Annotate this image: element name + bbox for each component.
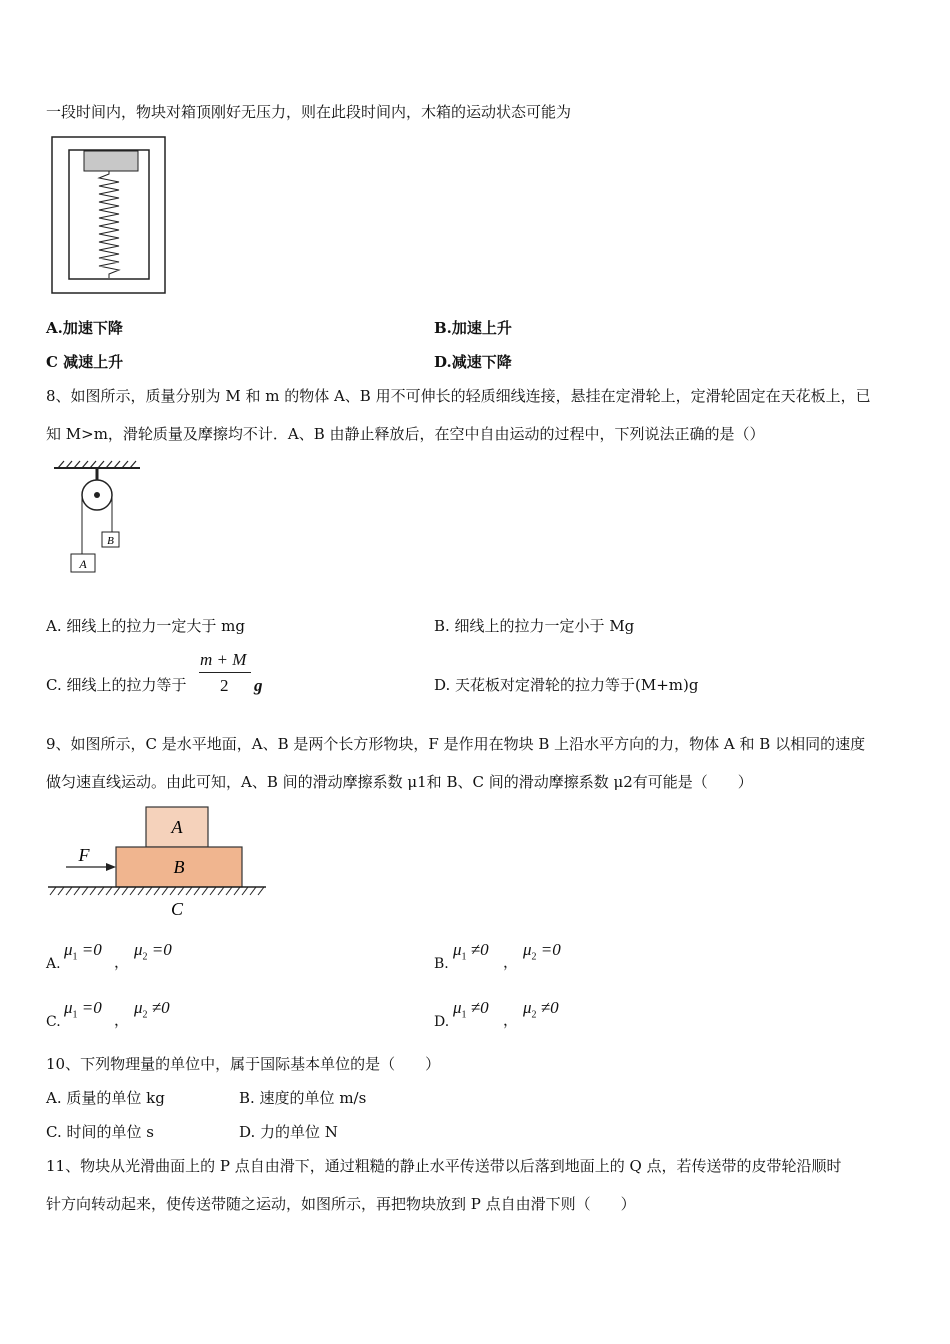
mu2-value: ≠0 — [540, 998, 559, 1017]
q8-option-d: D. 天花板对定滑轮的拉力等于(M+m)g — [434, 676, 699, 694]
q9-option-c-letter: C. — [46, 1014, 61, 1030]
comma: ， — [503, 953, 519, 971]
q8-fraction-numerator: m + M — [200, 650, 247, 669]
q9-option-a-mu2: $\mu_2 =0$ — [134, 940, 172, 963]
q8-stem-line1: 8、如图所示，质量分别为 M 和 m 的物体 A、B 用不可伸长的轻质细线连接，悬挂在定滑轮上，定滑轮固定在天花板上，已 — [46, 387, 871, 405]
mu2-value: ≠0 — [151, 998, 170, 1017]
mu1-value: ≠0 — [470, 940, 489, 959]
block-b-label: B — [173, 857, 185, 877]
pulley-figure — [52, 460, 144, 578]
q9-option-d-mu2: $\mu_2 \ne 0$ — [523, 998, 559, 1021]
mu1-value: ≠0 — [470, 998, 489, 1017]
q10-option-a: A. 质量的单位 kg — [46, 1089, 165, 1107]
q9-option-c-mu1: $\mu_1 =0$ — [64, 998, 102, 1021]
q9-option-d-mu1: $\mu_1 \ne 0$ — [453, 998, 489, 1021]
q10-option-c: C. 时间的单位 s — [46, 1123, 154, 1141]
q10-option-d: D. 力的单位 N — [239, 1123, 338, 1141]
q9-option-d-letter: D. — [434, 1014, 450, 1030]
comma: ， — [114, 1011, 130, 1029]
q7-option-c: C 减速上升 — [46, 353, 124, 371]
q8-option-c-prefix: C. 细线上的拉力等于 — [46, 676, 187, 694]
q8-option-c-suffix: g — [254, 676, 263, 695]
comma: ， — [114, 953, 130, 971]
q8-stem-line2: 知 M>m，滑轮质量及摩擦均不计．A、B 由静止释放后，在空中自由运动的过程中，下列说法正确的是（） — [46, 425, 765, 443]
block-a-label: A — [171, 817, 183, 837]
question-continuation: 一段时间内，物块对箱顶刚好无压力，则在此段时间内，木箱的运动状态可能为 — [46, 103, 572, 121]
q10-option-b: B. 速度的单位 m/s — [239, 1089, 367, 1107]
q11-stem-line2: 针方向转动起来，使传送带随之运动，如图所示，再把物块放到 P 点自由滑下则（ ） — [46, 1195, 636, 1213]
block-a-label: A — [79, 557, 87, 571]
block-b-label: B — [107, 535, 114, 547]
ground-label: C — [170, 899, 184, 919]
q8-option-a: A. 细线上的拉力一定大于 mg — [46, 617, 245, 635]
q7-option-d: D.减速下降 — [434, 353, 512, 371]
q9-option-b-letter: B. — [434, 956, 449, 972]
comma: ， — [503, 1011, 519, 1029]
q11-stem-line1: 11、物块从光滑曲面上的 P 点自由滑下，通过粗糙的静止水平传送带以后落到地面上的 Q 点，若传送带的皮带轮沿顺时 — [46, 1157, 842, 1175]
mu1-value: =0 — [81, 940, 102, 959]
mu2-value: =0 — [540, 940, 561, 959]
q7-option-b: B.加速上升 — [434, 319, 512, 337]
box-spring-figure — [51, 136, 167, 296]
q9-option-c-mu2: $\mu_2 \ne 0$ — [134, 998, 170, 1021]
mu2-value: =0 — [151, 940, 172, 959]
q9-option-b-mu1: $\mu_1 \ne 0$ — [453, 940, 489, 963]
q7-option-a: A.加速下降 — [46, 319, 123, 337]
force-label: F — [78, 845, 90, 865]
q9-option-b-mu2: $\mu_2 =0$ — [523, 940, 561, 963]
fraction-bar — [199, 672, 251, 673]
q9-option-a-mu1: $\mu_1 =0$ — [64, 940, 102, 963]
q8-fraction-denominator: 2 — [220, 676, 229, 695]
q9-stem-line1: 9、如图所示，C 是水平地面，A、B 是两个长方形物块，F 是作用在物块 B 上沿水平方向的力，物体 A 和 B 以相同的速度 — [46, 735, 866, 753]
q8-option-b: B. 细线上的拉力一定小于 Mg — [434, 617, 635, 635]
mu1-value: =0 — [81, 998, 102, 1017]
blocks-figure — [46, 805, 268, 921]
q10-stem: 10、下列物理量的单位中，属于国际基本单位的是（ ） — [46, 1055, 441, 1073]
q9-option-a-letter: A. — [46, 956, 61, 972]
q9-stem-line2: 做匀速直线运动。由此可知，A、B 间的滑动摩擦系数 μ1和 B、C 间的滑动摩擦系数 μ2有可能是（ ） — [46, 773, 753, 791]
